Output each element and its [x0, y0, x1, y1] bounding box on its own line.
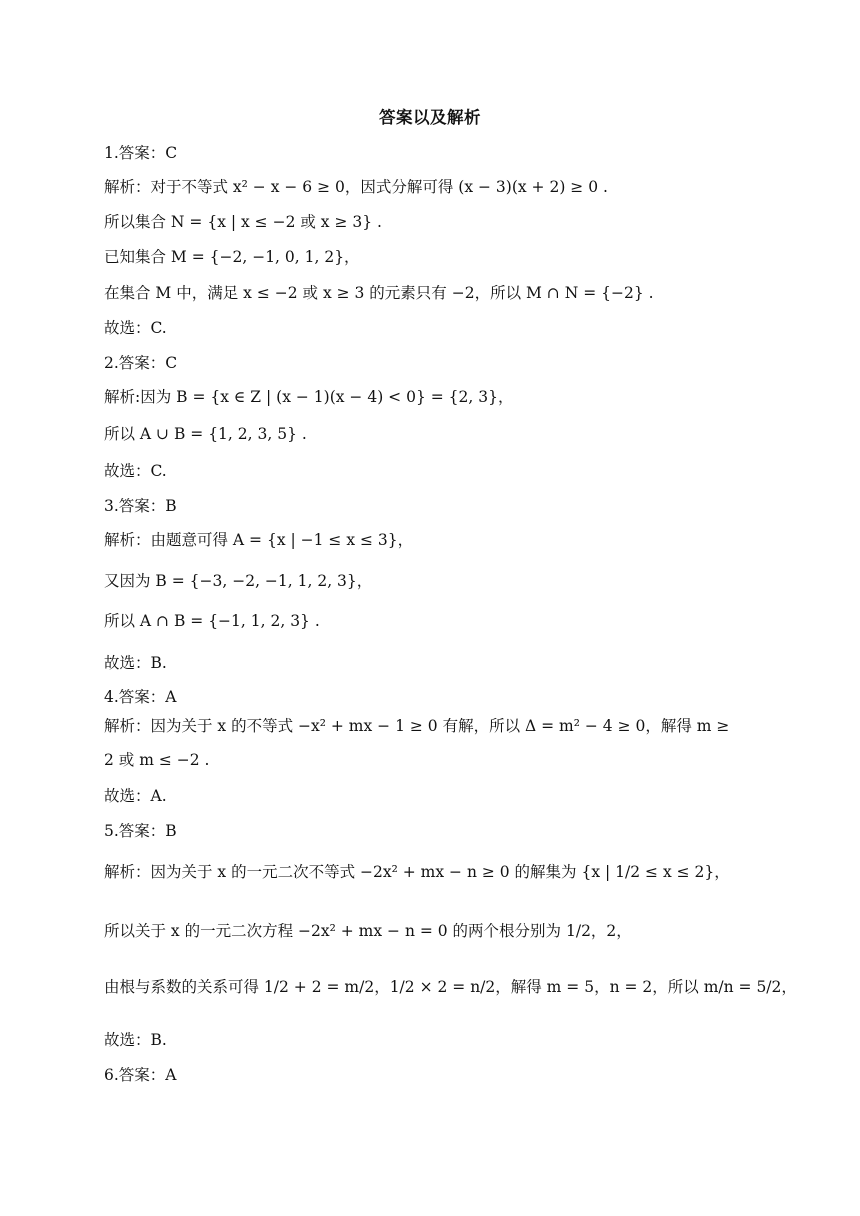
answer-6-heading: 6.答案：A	[104, 1066, 177, 1084]
answer-3-heading: 3.答案：B	[104, 497, 177, 515]
answer-1-choice: 故选：C.	[104, 319, 167, 337]
answer-4-analysis: 解析：因为关于 x 的不等式 −x² + mx − 1 ≥ 0 有解，所以 Δ = m² − 4 ≥ 0，解得 m ≥ 2 或 m ≤ −2 .	[104, 717, 730, 769]
answer-3-set-b: 又因为 B = {−3, −2, −1, 1, 2, 3}，	[104, 572, 373, 590]
answer-3-choice: 故选：B.	[104, 654, 167, 672]
answer-4-choice: 故选：A.	[104, 787, 167, 805]
answer-5-heading: 5.答案：B	[104, 822, 177, 840]
answer-1-analysis: 解析：对于不等式 x² − x − 6 ≥ 0，因式分解可得 (x − 3)(x + 2) ≥ 0 .	[104, 178, 608, 196]
answer-1-intersection: 在集合 M 中，满足 x ≤ −2 或 x ≥ 3 的元素只有 −2，所以 M ∩ N = {−2} .	[104, 284, 654, 302]
page-title: 答案以及解析	[379, 108, 481, 127]
answer-1-heading: 1.答案：C	[104, 144, 178, 162]
answer-1-set-m: 已知集合 M = {−2, −1, 0, 1, 2}，	[104, 248, 360, 266]
answer-2-choice: 故选：C.	[104, 462, 167, 480]
answer-3-intersection: 所以 A ∩ B = {−1, 1, 2, 3} .	[104, 612, 320, 630]
answer-2-analysis: 解析:因为 B = {x ∈ Z | (x − 1)(x − 4) < 0} = {2, 3}，	[104, 388, 514, 406]
answer-5-vieta: 由根与系数的关系可得 1/2 + 2 = m/2，1/2 × 2 = n/2，解得 m = 5，n = 2，所以 m/n = 5/2，	[104, 978, 797, 996]
answer-5-roots: 所以关于 x 的一元二次方程 −2x² + mx − n = 0 的两个根分别为 1/2，2，	[104, 922, 632, 940]
answer-1-set-n: 所以集合 N = {x | x ≤ −2 或 x ≥ 3} .	[104, 213, 382, 231]
answer-2-union: 所以 A ∪ B = {1, 2, 3, 5} .	[104, 425, 307, 443]
answer-5-analysis: 解析：因为关于 x 的一元二次不等式 −2x² + mx − n ≥ 0 的解集为 {x | 1/2 ≤ x ≤ 2}，	[104, 863, 730, 881]
answer-5-choice: 故选：B.	[104, 1031, 167, 1049]
answer-4-heading: 4.答案：A	[104, 688, 177, 706]
answer-2-heading: 2.答案：C	[104, 354, 178, 372]
answer-3-analysis: 解析：由题意可得 A = {x | −1 ≤ x ≤ 3}，	[104, 531, 414, 549]
